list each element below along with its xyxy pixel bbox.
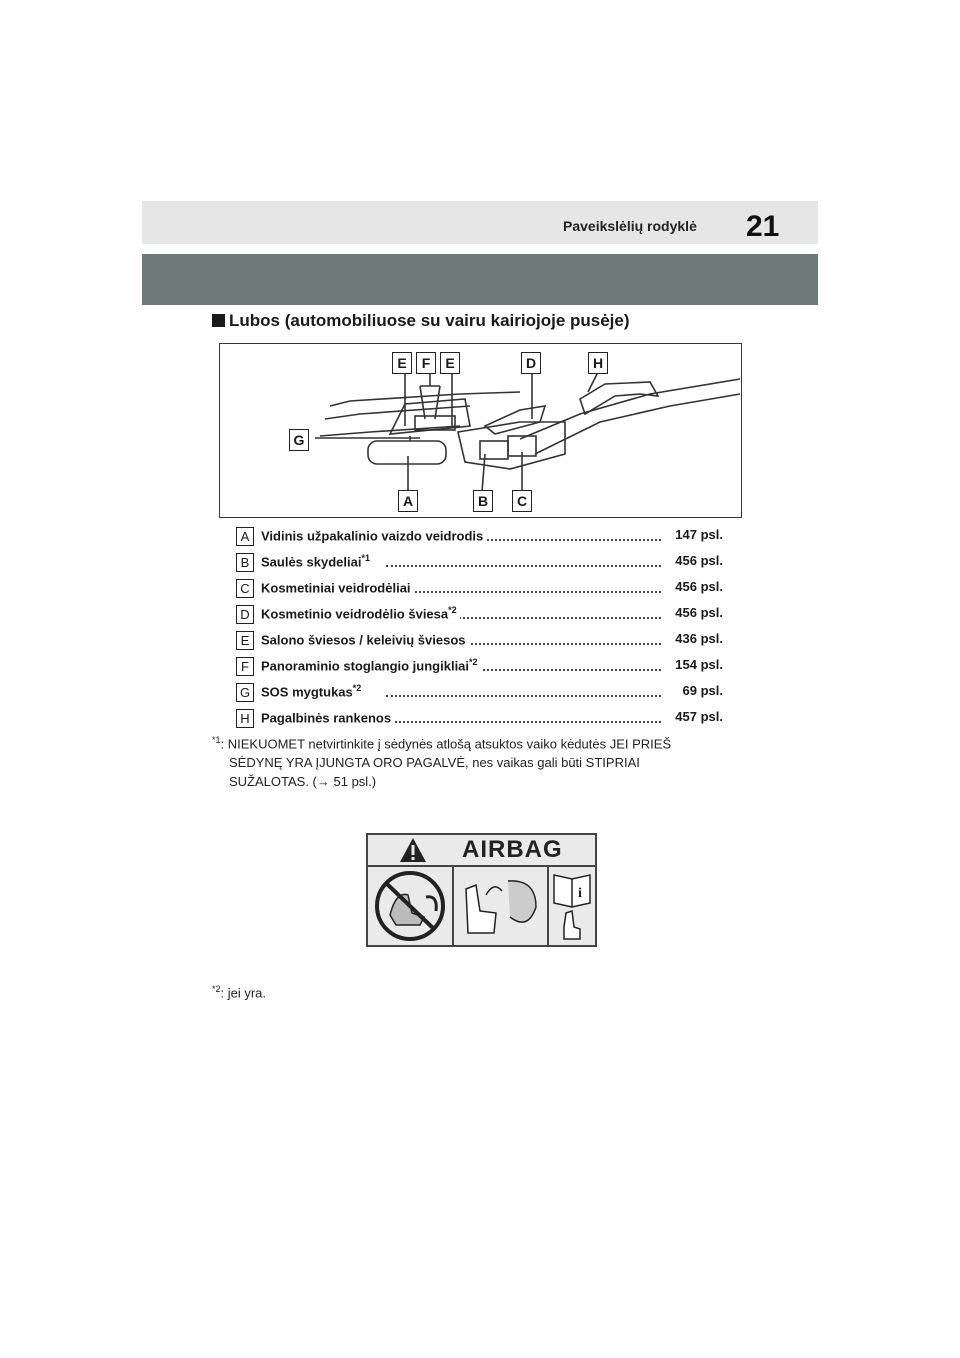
item-page: 69 psl.: [679, 683, 723, 698]
footnote-marker: *1: [212, 735, 221, 745]
callout-e-right: E: [440, 352, 460, 374]
item-page: 436 psl.: [671, 631, 723, 646]
item-label: Vidinis užpakalinio vaizdo veidrodis: [261, 527, 486, 543]
leader-dots: [386, 565, 661, 567]
warning-triangle-icon: [398, 836, 428, 864]
list-item: [236, 629, 723, 655]
list-item: [236, 551, 723, 577]
item-page: 457 psl.: [671, 709, 723, 724]
list-item: [236, 707, 723, 733]
callout-a: A: [398, 490, 418, 512]
airbag-warning-label: [366, 833, 597, 947]
leader-dots: [386, 721, 661, 723]
callout-d: D: [521, 352, 541, 374]
page-header: [142, 201, 818, 244]
item-key: C: [236, 579, 254, 598]
item-key: D: [236, 605, 254, 624]
airbag-title: AIRBAG: [462, 836, 563, 863]
list-item: [236, 525, 723, 551]
callout-e-left: E: [392, 352, 412, 374]
airbag-pictograms: [368, 867, 595, 945]
section-band: [142, 254, 818, 305]
list-item: [236, 577, 723, 603]
item-key: E: [236, 631, 254, 650]
item-page: 456 psl.: [671, 579, 723, 594]
callout-g: G: [289, 429, 309, 451]
footnote-text: SĖDYNĘ YRA ĮJUNGTA ORO PAGALVĖ, nes vaikas gali būti STIPRIAI: [229, 755, 640, 771]
item-label: Salono šviesos / keleivių šviesos: [261, 631, 469, 647]
footnote-text: : jei yra.: [220, 985, 267, 1001]
item-page: 456 psl.: [671, 605, 723, 620]
item-key: F: [236, 657, 254, 676]
item-label: Panoraminio stoglangio jungikliai$^{*2}$: [261, 657, 481, 673]
item-page: 456 psl.: [671, 553, 723, 568]
footnote-2: [212, 980, 266, 1002]
item-key: B: [236, 553, 254, 572]
list-item: [236, 603, 723, 629]
page-number: 21: [746, 210, 780, 243]
item-key: G: [236, 683, 254, 702]
item-label: Kosmetiniai veidrodėliai: [261, 579, 414, 595]
callout-f: F: [416, 352, 436, 374]
list-item: [236, 655, 723, 681]
item-label: Pagalbinės rankenos: [261, 709, 394, 725]
item-key: H: [236, 709, 254, 728]
ceiling-illustration: [219, 343, 742, 518]
item-key: A: [236, 527, 254, 546]
footnote-marker: *2: [212, 984, 221, 994]
item-label: SOS mygtukas$^{*2}$: [261, 683, 364, 699]
header-title: Paveikslėlių rodyklė: [563, 218, 697, 234]
component-list: [236, 525, 723, 733]
seat-airbag-icon: [466, 881, 536, 933]
callout-h: H: [588, 352, 608, 374]
svg-text:i: i: [578, 886, 582, 901]
item-label: Kosmetinio veidrodėlio šviesa$^{*2}$: [261, 605, 460, 621]
section-heading-text: Lubos (automobiliuose su vairu kairiojoje pusėje): [229, 311, 630, 330]
footnote-text: SUŽALOTAS. (→ 51 psl.): [229, 774, 377, 790]
leader-dots: [386, 591, 661, 593]
manual-book-icon: [554, 875, 590, 939]
section-heading: [212, 311, 630, 331]
footnote-text: : NIEKUOMET netvirtinkite į sėdynės atlošą atsuktos vaiko kėdutės JEI PRIEŠ: [220, 736, 672, 752]
item-label: Saulės skydeliai$^{*1}$: [261, 553, 373, 569]
leader-dots: [386, 695, 661, 697]
callout-b: B: [473, 490, 493, 512]
item-page: 154 psl.: [671, 657, 723, 672]
callout-c: C: [512, 490, 532, 512]
no-child-seat-icon: [377, 873, 443, 939]
airbag-label-header: [368, 835, 595, 867]
list-item: [236, 681, 723, 707]
item-page: 147 psl.: [671, 527, 723, 542]
square-bullet-icon: [212, 314, 225, 327]
footnote-1: [212, 731, 671, 791]
